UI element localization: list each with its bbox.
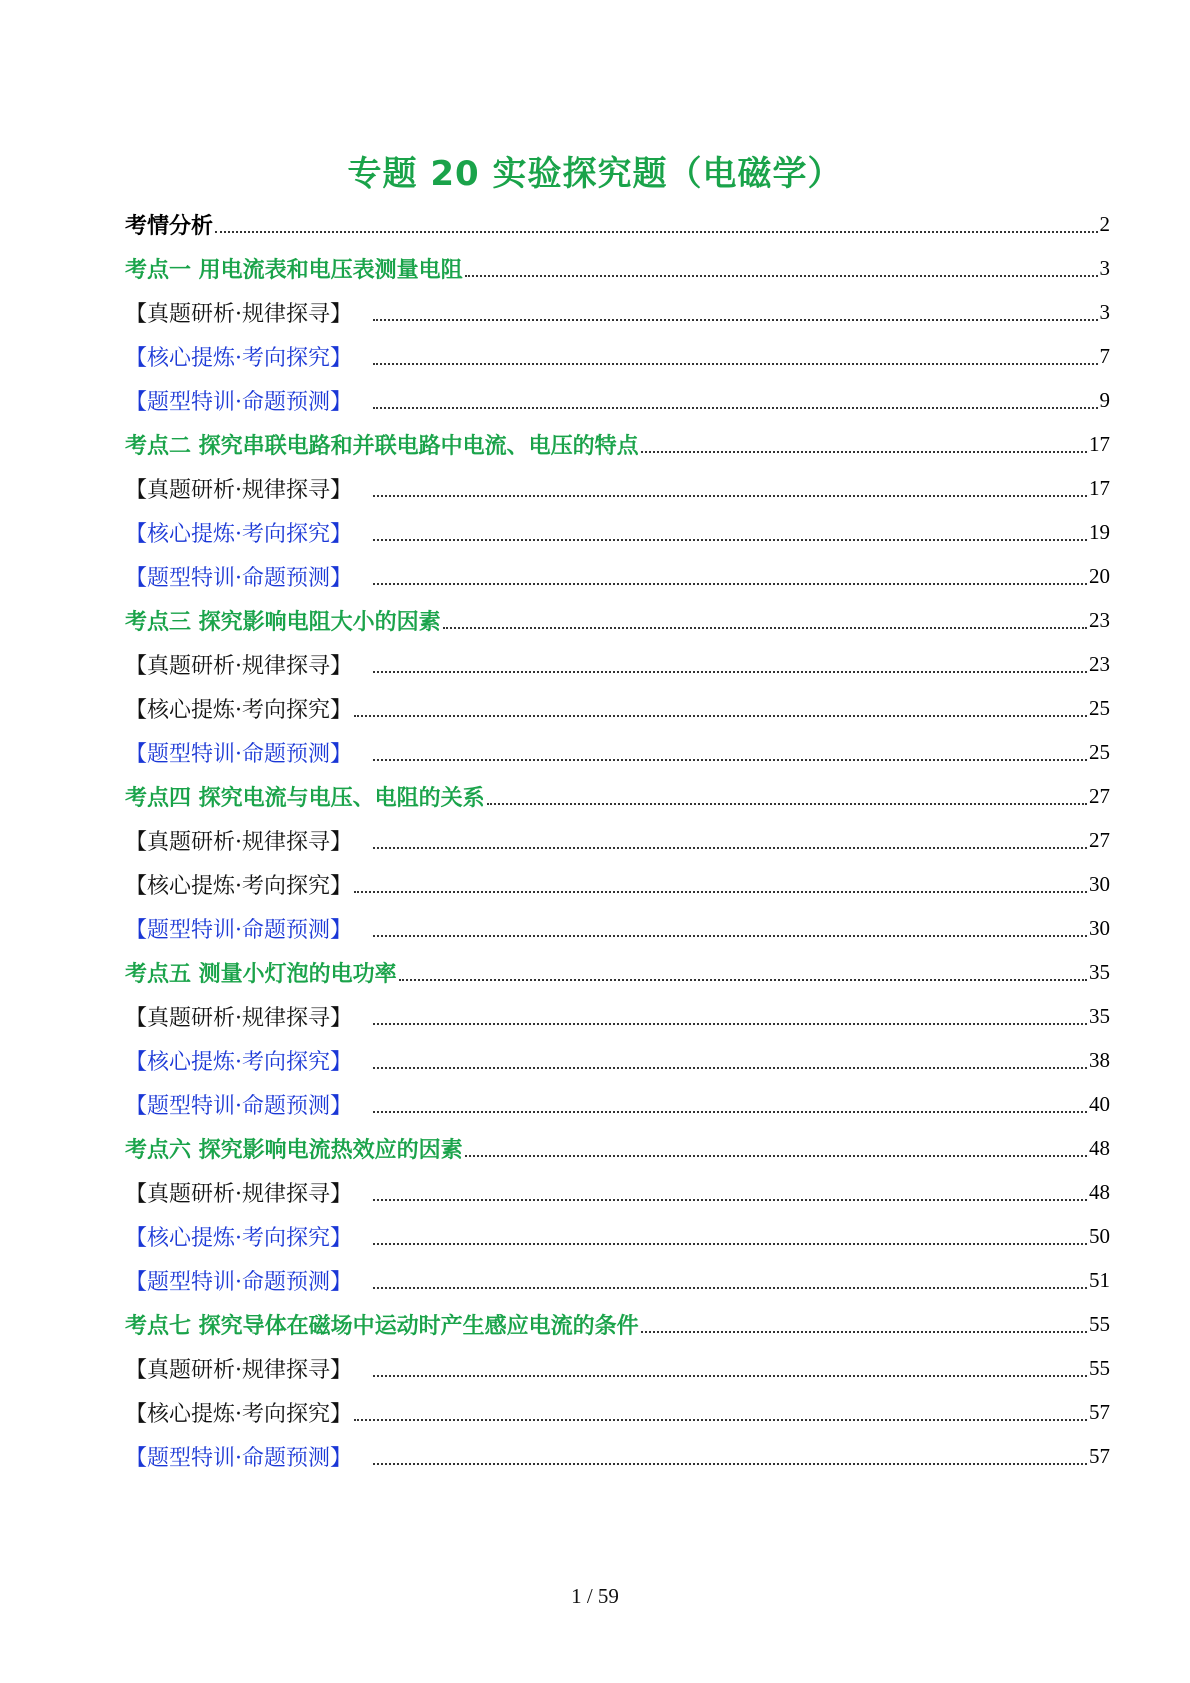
toc-entry-label: 【核心提炼·考向探究】 bbox=[125, 1049, 352, 1075]
toc-entry-page: 38 bbox=[1089, 1047, 1110, 1072]
toc-entry-page: 17 bbox=[1089, 431, 1110, 456]
toc-entry[interactable] bbox=[125, 1434, 1110, 1478]
dot-leader bbox=[354, 1419, 1087, 1421]
toc-entry-label: 考点四 探究电流与电压、电阻的关系 bbox=[125, 785, 485, 811]
toc-entry-label: 【题型特训·命题预测】 bbox=[125, 1093, 352, 1119]
dot-leader bbox=[487, 803, 1087, 805]
toc-entry-page: 23 bbox=[1089, 607, 1110, 632]
toc-entry-label: 【真题研析·规律探寻】 bbox=[125, 829, 352, 855]
toc-entry-label: 【真题研析·规律探寻】 bbox=[125, 653, 352, 679]
toc-entry-page: 55 bbox=[1089, 1311, 1110, 1336]
toc-entry-page: 23 bbox=[1089, 651, 1110, 676]
toc-entry[interactable] bbox=[125, 1302, 1110, 1346]
toc-entry[interactable] bbox=[125, 422, 1110, 466]
dot-leader bbox=[399, 979, 1087, 981]
table-of-contents bbox=[125, 202, 1110, 1478]
toc-entry-page: 57 bbox=[1089, 1443, 1110, 1468]
toc-entry-page: 35 bbox=[1089, 959, 1110, 984]
toc-entry-page: 50 bbox=[1089, 1223, 1110, 1248]
toc-entry-label: 考点五 测量小灯泡的电功率 bbox=[125, 961, 397, 987]
toc-entry[interactable] bbox=[125, 598, 1110, 642]
dot-leader bbox=[354, 715, 1087, 717]
toc-entry-label: 【真题研析·规律探寻】 bbox=[125, 477, 352, 503]
toc-entry-label: 【题型特训·命题预测】 bbox=[125, 917, 352, 943]
toc-entry[interactable] bbox=[125, 1082, 1110, 1126]
toc-entry-label: 【核心提炼·考向探究】 bbox=[125, 697, 352, 723]
toc-entry-page: 7 bbox=[1099, 343, 1110, 368]
toc-entry[interactable] bbox=[125, 554, 1110, 598]
toc-entry-page: 27 bbox=[1089, 827, 1110, 852]
toc-entry-label: 【题型特训·命题预测】 bbox=[125, 1269, 352, 1295]
toc-entry-label: 【核心提炼·考向探究】 bbox=[125, 345, 352, 371]
toc-entry-page: 3 bbox=[1099, 299, 1110, 324]
toc-entry[interactable] bbox=[125, 466, 1110, 510]
dot-leader bbox=[373, 363, 1098, 365]
toc-entry-page: 19 bbox=[1089, 519, 1110, 544]
dot-leader bbox=[443, 627, 1087, 629]
toc-entry-label: 【题型特训·命题预测】 bbox=[125, 389, 352, 415]
toc-entry-label: 考情分析 bbox=[125, 213, 214, 239]
dot-leader bbox=[641, 451, 1087, 453]
toc-entry[interactable] bbox=[125, 950, 1110, 994]
dot-leader bbox=[373, 935, 1087, 937]
dot-leader bbox=[373, 1375, 1087, 1377]
toc-entry[interactable] bbox=[125, 774, 1110, 818]
toc-entry[interactable] bbox=[125, 334, 1110, 378]
toc-entry-page: 2 bbox=[1099, 211, 1110, 236]
dot-leader bbox=[373, 1463, 1087, 1465]
page-number: 1 / 59 bbox=[571, 1584, 619, 1608]
toc-entry-label: 考点三 探究影响电阻大小的因素 bbox=[125, 609, 441, 635]
dot-leader bbox=[373, 583, 1087, 585]
toc-entry-label: 【真题研析·规律探寻】 bbox=[125, 1005, 352, 1031]
toc-entry-label: 考点七 探究导体在磁场中运动时产生感应电流的条件 bbox=[125, 1313, 639, 1339]
toc-entry-page: 20 bbox=[1089, 563, 1110, 588]
toc-entry[interactable] bbox=[125, 1346, 1110, 1390]
page-title: 专题 20 实验探究题（电磁学） bbox=[347, 154, 843, 194]
dot-leader bbox=[373, 1243, 1087, 1245]
toc-entry-label: 【真题研析·规律探寻】 bbox=[125, 301, 352, 327]
toc-entry-page: 27 bbox=[1089, 783, 1110, 808]
toc-entry[interactable] bbox=[125, 1258, 1110, 1302]
dot-leader bbox=[373, 1067, 1087, 1069]
toc-entry[interactable] bbox=[125, 378, 1110, 422]
toc-entry-page: 30 bbox=[1089, 871, 1110, 896]
toc-entry-page: 48 bbox=[1089, 1179, 1110, 1204]
toc-entry-label: 【真题研析·规律探寻】 bbox=[125, 1181, 352, 1207]
toc-entry[interactable] bbox=[125, 1170, 1110, 1214]
toc-entry[interactable] bbox=[125, 246, 1110, 290]
dot-leader bbox=[373, 759, 1087, 761]
toc-entry-page: 25 bbox=[1089, 695, 1110, 720]
dot-leader bbox=[373, 1199, 1087, 1201]
toc-entry-page: 25 bbox=[1089, 739, 1110, 764]
dot-leader bbox=[373, 847, 1087, 849]
toc-entry[interactable] bbox=[125, 642, 1110, 686]
dot-leader bbox=[373, 1287, 1087, 1289]
toc-entry-page: 3 bbox=[1099, 255, 1110, 280]
toc-entry-label: 【核心提炼·考向探究】 bbox=[125, 1401, 352, 1427]
dot-leader bbox=[373, 1111, 1087, 1113]
toc-entry-label: 【题型特训·命题预测】 bbox=[125, 1445, 352, 1471]
dot-leader bbox=[373, 539, 1087, 541]
toc-entry-label: 【核心提炼·考向探究】 bbox=[125, 1225, 352, 1251]
toc-entry-page: 57 bbox=[1089, 1399, 1110, 1424]
toc-entry[interactable] bbox=[125, 1038, 1110, 1082]
toc-entry-label: 考点一 用电流表和电压表测量电阻 bbox=[125, 257, 463, 283]
toc-entry[interactable] bbox=[125, 1390, 1110, 1434]
dot-leader bbox=[373, 1023, 1087, 1025]
toc-entry-page: 30 bbox=[1089, 915, 1110, 940]
toc-entry-label: 【真题研析·规律探寻】 bbox=[125, 1357, 352, 1383]
dot-leader bbox=[465, 1155, 1087, 1157]
dot-leader bbox=[354, 891, 1087, 893]
dot-leader bbox=[373, 319, 1098, 321]
toc-entry-label: 【题型特训·命题预测】 bbox=[125, 565, 352, 591]
toc-entry[interactable] bbox=[125, 202, 1110, 246]
toc-entry-page: 9 bbox=[1099, 387, 1110, 412]
toc-entry-label: 【核心提炼·考向探究】 bbox=[125, 873, 352, 899]
dot-leader bbox=[641, 1331, 1087, 1333]
toc-entry-label: 考点二 探究串联电路和并联电路中电流、电压的特点 bbox=[125, 433, 639, 459]
dot-leader bbox=[215, 231, 1097, 233]
toc-entry-label: 【核心提炼·考向探究】 bbox=[125, 521, 352, 547]
dot-leader bbox=[465, 275, 1098, 277]
toc-entry[interactable] bbox=[125, 818, 1110, 862]
toc-entry[interactable] bbox=[125, 1214, 1110, 1258]
toc-entry-page: 17 bbox=[1089, 475, 1110, 500]
toc-entry-page: 48 bbox=[1089, 1135, 1110, 1160]
toc-entry[interactable] bbox=[125, 686, 1110, 730]
toc-entry-page: 55 bbox=[1089, 1355, 1110, 1380]
toc-entry-label: 考点六 探究影响电流热效应的因素 bbox=[125, 1137, 463, 1163]
dot-leader bbox=[373, 495, 1087, 497]
dot-leader bbox=[373, 671, 1087, 673]
toc-entry[interactable] bbox=[125, 290, 1110, 334]
toc-entry[interactable] bbox=[125, 906, 1110, 950]
toc-entry[interactable] bbox=[125, 510, 1110, 554]
toc-entry[interactable] bbox=[125, 862, 1110, 906]
toc-entry[interactable] bbox=[125, 994, 1110, 1038]
toc-entry-label: 【题型特训·命题预测】 bbox=[125, 741, 352, 767]
toc-entry[interactable] bbox=[125, 730, 1110, 774]
toc-entry-page: 51 bbox=[1089, 1267, 1110, 1292]
dot-leader bbox=[373, 407, 1098, 409]
toc-entry-page: 35 bbox=[1089, 1003, 1110, 1028]
toc-entry-page: 40 bbox=[1089, 1091, 1110, 1116]
toc-entry[interactable] bbox=[125, 1126, 1110, 1170]
